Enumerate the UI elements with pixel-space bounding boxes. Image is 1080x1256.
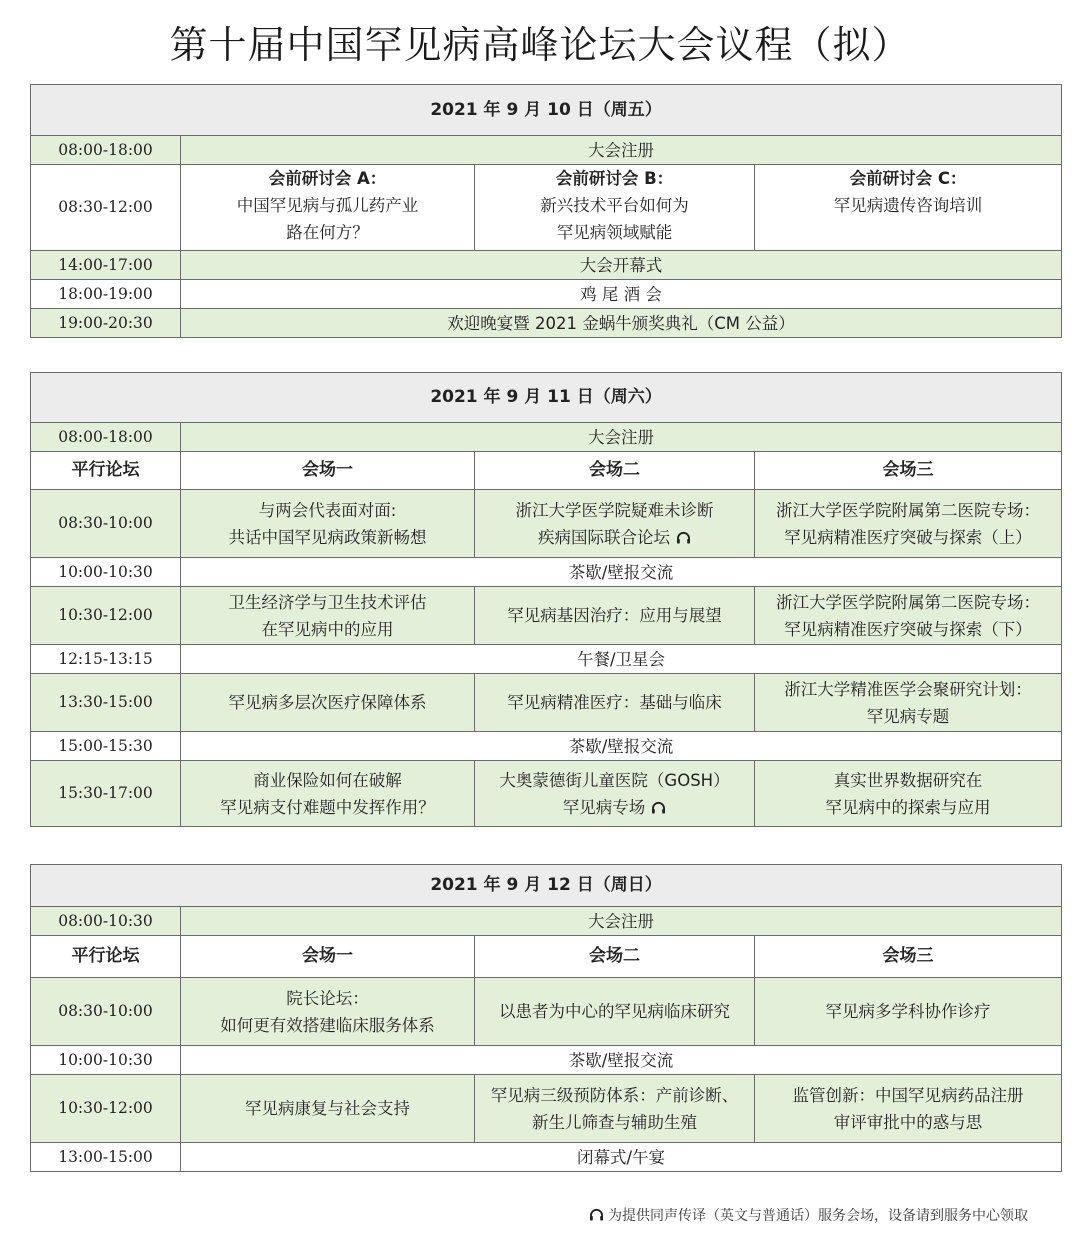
column-header: 会场三 [755,936,1062,978]
session-cell: 罕见病多层次医疗保障体系 [181,674,475,732]
day2-agenda-table [30,372,1062,827]
time-cell: 08:30-12:00 [31,165,181,251]
lunch-cell: 午餐/卫星会 [181,645,1062,674]
page-title: 第十届中国罕见病高峰论坛大会议程（拟） [169,23,911,67]
column-header: 会场一 [181,936,475,978]
session-cell: 罕见病基因治疗：应用与展望 [475,587,755,645]
session-line-with-icon [481,794,748,821]
session-line: 新生儿筛查与辅助生殖 [532,1112,697,1132]
session-line: 审评审批中的惑与思 [833,1112,983,1132]
table-row [31,645,1062,674]
time-cell: 12:15-13:15 [31,645,181,674]
time-cell: 08:00-18:00 [31,136,181,165]
day1-agenda-table [30,84,1062,338]
table-row [31,558,1062,587]
workshop-a-cell [181,165,475,251]
table-row [31,280,1062,309]
session-line: 监管创新：中国罕见病药品注册 [792,1085,1024,1105]
footer-text: 为提供同声传译（英文与普通话）服务会场，设备请到服务中心领取 [608,1208,1028,1224]
time-cell: 10:30-12:00 [31,587,181,645]
column-header: 平行论坛 [31,452,181,490]
time-cell: 18:00-19:00 [31,280,181,309]
session-line: 大奥蒙德街儿童医院（GOSH） [499,770,730,790]
column-header: 会场二 [475,936,755,978]
day1-date: 2021 年 9 月 10 日（周五） [31,85,1062,136]
table-row [31,1143,1062,1172]
session-line: 罕见病精准医疗突破与探索（上） [784,527,1032,547]
session-cell [755,587,1062,645]
session-line: 罕见病三级预防体系：产前诊断、 [490,1085,739,1105]
dinner-cell: 欢迎晚宴暨 2021 金蜗牛颁奖典礼（CM 公益） [181,309,1062,338]
registration-cell: 大会注册 [181,136,1062,165]
workshop-c-line1: 罕见病遗传咨询培训 [833,196,983,215]
session-line: 罕见病专题 [866,706,950,726]
workshop-a-line1: 中国罕见病与孤儿药产业 [236,196,419,215]
column-header: 平行论坛 [31,936,181,978]
session-line: 浙江大学精准医学会聚研究计划： [784,679,1032,699]
table-row [31,761,1062,827]
session-line: 商业保险如何在破解 [253,770,402,790]
workshop-b-line2: 罕见病领域赋能 [556,223,673,242]
column-header: 会场三 [755,452,1062,490]
workshop-b-line1: 新兴技术平台如何为 [540,196,689,215]
session-line: 罕见病精准医疗突破与探索（下） [784,619,1032,639]
session-line: 罕见病专场 [562,797,646,817]
session-line-with-icon [481,524,748,551]
workshop-c-cell [755,165,1062,251]
break-cell: 茶歇/壁报交流 [181,558,1062,587]
session-line: 真实世界数据研究在 [833,770,983,790]
registration-cell: 大会注册 [181,423,1062,452]
session-line: 罕见病中的探索与应用 [825,797,991,817]
time-cell: 10:30-12:00 [31,1075,181,1143]
headphones-icon [651,801,666,814]
session-cell [755,674,1062,732]
session-cell [181,761,475,827]
session-cell: 以患者为中心的罕见病临床研究 [475,978,755,1046]
headphones-icon [676,531,691,544]
time-cell: 08:00-10:30 [31,907,181,936]
session-cell: 罕见病多学科协作诊疗 [755,978,1062,1046]
session-line: 如何更有效搭建临床服务体系 [220,1015,435,1035]
time-cell: 13:00-15:00 [31,1143,181,1172]
session-line: 浙江大学医学院附属第二医院专场： [776,500,1041,520]
time-cell: 19:00-20:30 [31,309,181,338]
table-row [31,423,1062,452]
time-cell: 08:30-10:00 [31,490,181,558]
workshop-a-line2: 路在何方？ [286,223,369,242]
table-row [31,907,1062,936]
opening-ceremony-cell: 大会开幕式 [181,251,1062,280]
session-cell [755,490,1062,558]
time-cell: 10:00-10:30 [31,558,181,587]
time-cell: 15:00-15:30 [31,732,181,761]
session-cell: 罕见病康复与社会支持 [181,1075,475,1143]
table-row [31,732,1062,761]
column-header: 会场一 [181,452,475,490]
workshop-b-cell [475,165,755,251]
session-line: 与两会代表面对面: [258,500,397,520]
session-line: 院长论坛： [286,988,369,1008]
session-cell [181,587,475,645]
time-cell: 10:00-10:30 [31,1046,181,1075]
session-cell [755,761,1062,827]
closing-cell: 闭幕式/午宴 [181,1143,1062,1172]
time-cell: 15:30-17:00 [31,761,181,827]
session-line: 卫生经济学与卫生技术评估 [228,592,427,612]
table-row [31,251,1062,280]
session-line: 罕见病支付难题中发挥作用？ [220,797,435,817]
session-cell [181,978,475,1046]
session-line: 共话中国罕见病政策新畅想 [228,527,427,547]
session-line: 疾病国际联合论坛 [538,527,670,547]
table-row [31,978,1062,1046]
break-cell: 茶歇/壁报交流 [181,1046,1062,1075]
table-row [31,490,1062,558]
session-cell [475,1075,755,1143]
table-header-row [31,452,1062,490]
session-cell [475,490,755,558]
session-line: 浙江大学医学院疑难未诊断 [515,500,714,520]
session-line: 在罕见病中的应用 [261,619,394,639]
workshop-b-heading: 会前研讨会 B： [555,169,674,188]
workshop-c-heading: 会前研讨会 C： [849,169,967,188]
time-cell: 13:30-15:00 [31,674,181,732]
workshop-a-heading: 会前研讨会 A： [268,169,387,188]
table-row [31,1075,1062,1143]
time-cell: 08:00-18:00 [31,423,181,452]
session-line: 浙江大学医学院附属第二医院专场： [776,592,1041,612]
time-cell: 14:00-17:00 [31,251,181,280]
session-cell [475,761,755,827]
table-row [31,136,1062,165]
table-header-row [31,936,1062,978]
table-row [31,674,1062,732]
headphones-icon [589,1208,604,1221]
day3-date: 2021 年 9 月 12 日（周日） [31,865,1062,907]
day2-date: 2021 年 9 月 11 日（周六） [31,373,1062,423]
table-row [31,309,1062,338]
time-cell: 08:30-10:00 [31,978,181,1046]
session-cell [181,490,475,558]
session-cell [755,1075,1062,1143]
break-cell: 茶歇/壁报交流 [181,732,1062,761]
registration-cell: 大会注册 [181,907,1062,936]
table-row [31,165,1062,251]
table-row [31,1046,1062,1075]
column-header: 会场二 [475,452,755,490]
table-row [31,587,1062,645]
cocktail-cell: 鸡 尾 酒 会 [181,280,1062,309]
footer-note [0,1205,1028,1225]
session-cell: 罕见病精准医疗：基础与临床 [475,674,755,732]
day3-agenda-table [30,864,1062,1172]
